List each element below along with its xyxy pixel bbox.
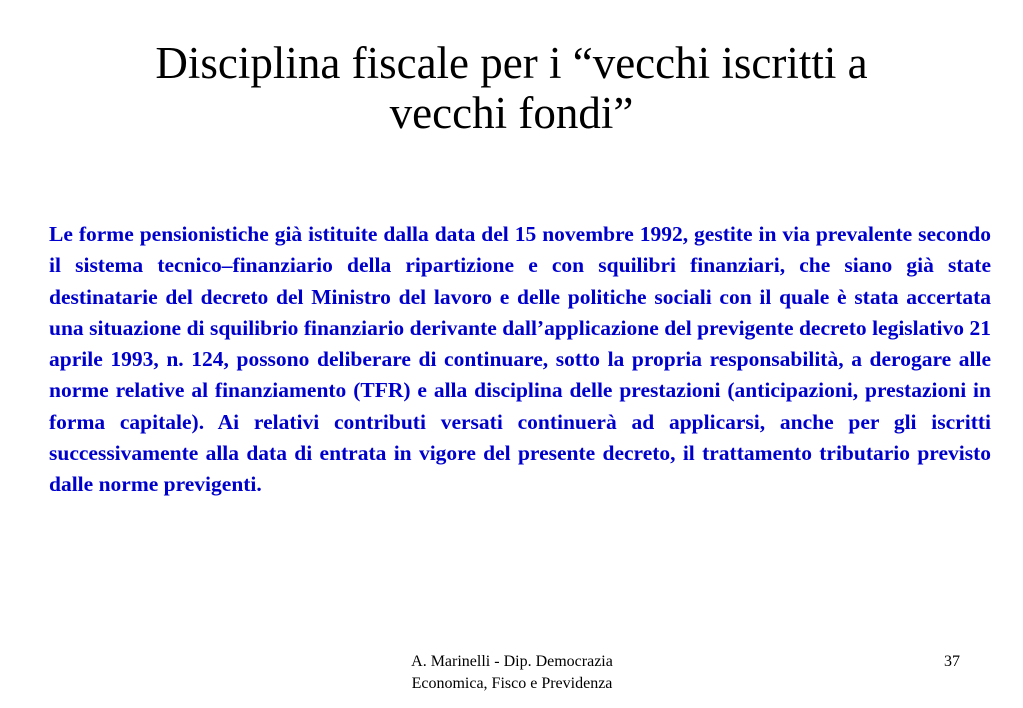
slide-title [60,38,963,138]
footer-author [382,651,642,695]
slide-title-line2: vecchi fondi” [389,88,634,138]
footer-author-line1: A. Marinelli - Dip. Democrazia [411,653,613,670]
slide-title-line1: Disciplina fiscale per i “vecchi iscritti a [155,38,868,88]
page-number: 37 [944,653,960,670]
slide-body-text: Le forme pensionistiche già istituite dalla data del 15 novembre 1992, gestite in via prevalente secondo il sistema tecnico–finanziario della ripartizione e con squilibri finanziari, che siano già state destinatarie del decreto del Ministro del lavoro e delle politiche sociali con il quale è stata accertata una situazione di squilibrio finanziario derivante dall’applicazione del previgente decreto legislativo 21 aprile 1993, n. 124, possono deliberare di continuare, sotto la propria responsabilità, a derogare alle norme relative al finanziamento (TFR) e alla disciplina delle prestazioni (anticipazioni, prestazioni in forma capitale). Ai relativi contributi versati continuerà ad applicarsi, anche per gli iscritti successivamente alla data di entrata in vigore del presente decreto, il trattamento tributario previsto dalle norme previgenti. [49,222,991,497]
footer-author-line2: Economica, Fisco e Previdenza [411,675,613,692]
